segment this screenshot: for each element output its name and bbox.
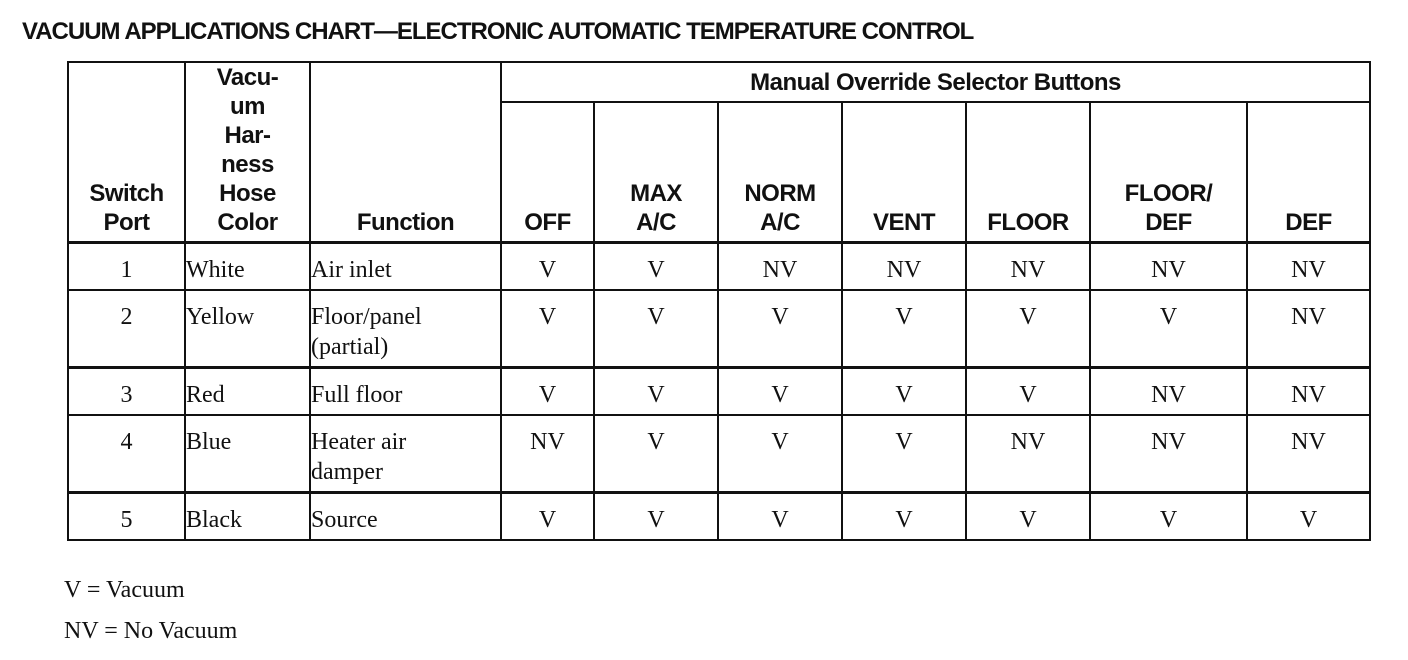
header-manual-override-group: Manual Override Selector Buttons <box>501 62 1370 102</box>
value-cell-off: NV <box>501 415 594 493</box>
value-cell-floor-def: V <box>1090 493 1247 541</box>
value-cell-def: NV <box>1247 290 1370 368</box>
value-cell-floor: NV <box>966 415 1090 493</box>
header-floor-def <box>1090 102 1247 243</box>
header-def <box>1247 102 1370 243</box>
header-line: Color <box>217 209 278 236</box>
value-cell-floor: V <box>966 368 1090 416</box>
value-cell-vent: V <box>842 493 966 541</box>
table-row <box>68 243 1370 291</box>
value-cell-off: V <box>501 493 594 541</box>
legend-no-vacuum: NV = No Vacuum <box>64 618 238 644</box>
header-line: FLOOR/ <box>1124 180 1213 207</box>
value-cell-max-ac: V <box>594 415 718 493</box>
value-cell-floor: V <box>966 493 1090 541</box>
value-cell-max-ac: V <box>594 368 718 416</box>
value-cell-norm-ac: NV <box>718 243 842 291</box>
hose-color-cell: White <box>185 243 310 291</box>
hose-color-cell: Yellow <box>185 290 310 368</box>
function-cell <box>310 243 501 291</box>
header-line: Hose <box>219 180 276 207</box>
function-line: Source <box>311 507 378 533</box>
legend-vacuum: V = Vacuum <box>64 577 185 603</box>
value-cell-off: V <box>501 243 594 291</box>
function-cell <box>310 415 501 493</box>
value-cell-vent: V <box>842 415 966 493</box>
value-cell-floor-def: NV <box>1090 368 1247 416</box>
value-cell-def: V <box>1247 493 1370 541</box>
port-cell: 4 <box>68 415 185 493</box>
header-line: A/C <box>760 209 800 236</box>
value-cell-floor: V <box>966 290 1090 368</box>
header-line: MAX <box>630 180 682 207</box>
function-line: damper <box>311 459 383 485</box>
value-cell-off: V <box>501 368 594 416</box>
value-cell-max-ac: V <box>594 493 718 541</box>
header-norm-ac <box>718 102 842 243</box>
value-cell-vent: V <box>842 290 966 368</box>
function-line: (partial) <box>311 334 389 360</box>
value-cell-def: NV <box>1247 368 1370 416</box>
value-cell-norm-ac: V <box>718 493 842 541</box>
function-line: Floor/panel <box>311 304 422 330</box>
value-cell-floor: NV <box>966 243 1090 291</box>
header-line: Function <box>356 209 455 236</box>
value-cell-norm-ac: V <box>718 415 842 493</box>
header-line: Port <box>103 209 150 236</box>
value-cell-max-ac: V <box>594 243 718 291</box>
header-floor <box>966 102 1090 243</box>
table-row <box>68 290 1370 368</box>
value-cell-norm-ac: V <box>718 290 842 368</box>
port-cell: 3 <box>68 368 185 416</box>
header-line: DEF <box>1285 209 1332 236</box>
port-cell: 5 <box>68 493 185 541</box>
header-line: Vacu- <box>216 64 279 91</box>
hose-color-cell: Red <box>185 368 310 416</box>
hose-color-cell: Blue <box>185 415 310 493</box>
value-cell-floor-def: NV <box>1090 243 1247 291</box>
function-cell <box>310 290 501 368</box>
function-line: Full floor <box>311 382 403 408</box>
header-line: A/C <box>636 209 676 236</box>
value-cell-norm-ac: V <box>718 368 842 416</box>
header-line: Har- <box>224 122 271 149</box>
value-cell-def: NV <box>1247 243 1370 291</box>
value-cell-max-ac: V <box>594 290 718 368</box>
hose-color-cell: Black <box>185 493 310 541</box>
header-line: NORM <box>744 180 816 207</box>
function-line: Air inlet <box>311 257 392 283</box>
header-hose-color <box>185 62 310 243</box>
page-title: VACUUM APPLICATIONS CHART—ELECTRONIC AUTOMATIC TEMPERATURE CONTROL <box>22 18 974 45</box>
header-max-ac <box>594 102 718 243</box>
header-line: Switch <box>89 180 164 207</box>
port-cell: 2 <box>68 290 185 368</box>
function-cell <box>310 493 501 541</box>
table-row <box>68 368 1370 416</box>
value-cell-vent: NV <box>842 243 966 291</box>
header-row-group <box>68 62 1370 102</box>
value-cell-floor-def: NV <box>1090 415 1247 493</box>
header-line: um <box>230 93 265 120</box>
header-line: VENT <box>872 209 935 236</box>
header-line: OFF <box>524 209 571 236</box>
table-row <box>68 415 1370 493</box>
value-cell-vent: V <box>842 368 966 416</box>
header-switch-port <box>68 62 185 243</box>
header-off <box>501 102 594 243</box>
header-vent <box>842 102 966 243</box>
vacuum-applications-table <box>67 61 1371 541</box>
port-cell: 1 <box>68 243 185 291</box>
value-cell-def: NV <box>1247 415 1370 493</box>
value-cell-off: V <box>501 290 594 368</box>
table-row <box>68 493 1370 541</box>
header-line: FLOOR <box>987 209 1069 236</box>
value-cell-floor-def: V <box>1090 290 1247 368</box>
function-cell <box>310 368 501 416</box>
header-line: DEF <box>1145 209 1192 236</box>
function-line: Heater air <box>311 429 407 455</box>
header-function <box>310 62 501 243</box>
header-line: ness <box>221 151 274 178</box>
